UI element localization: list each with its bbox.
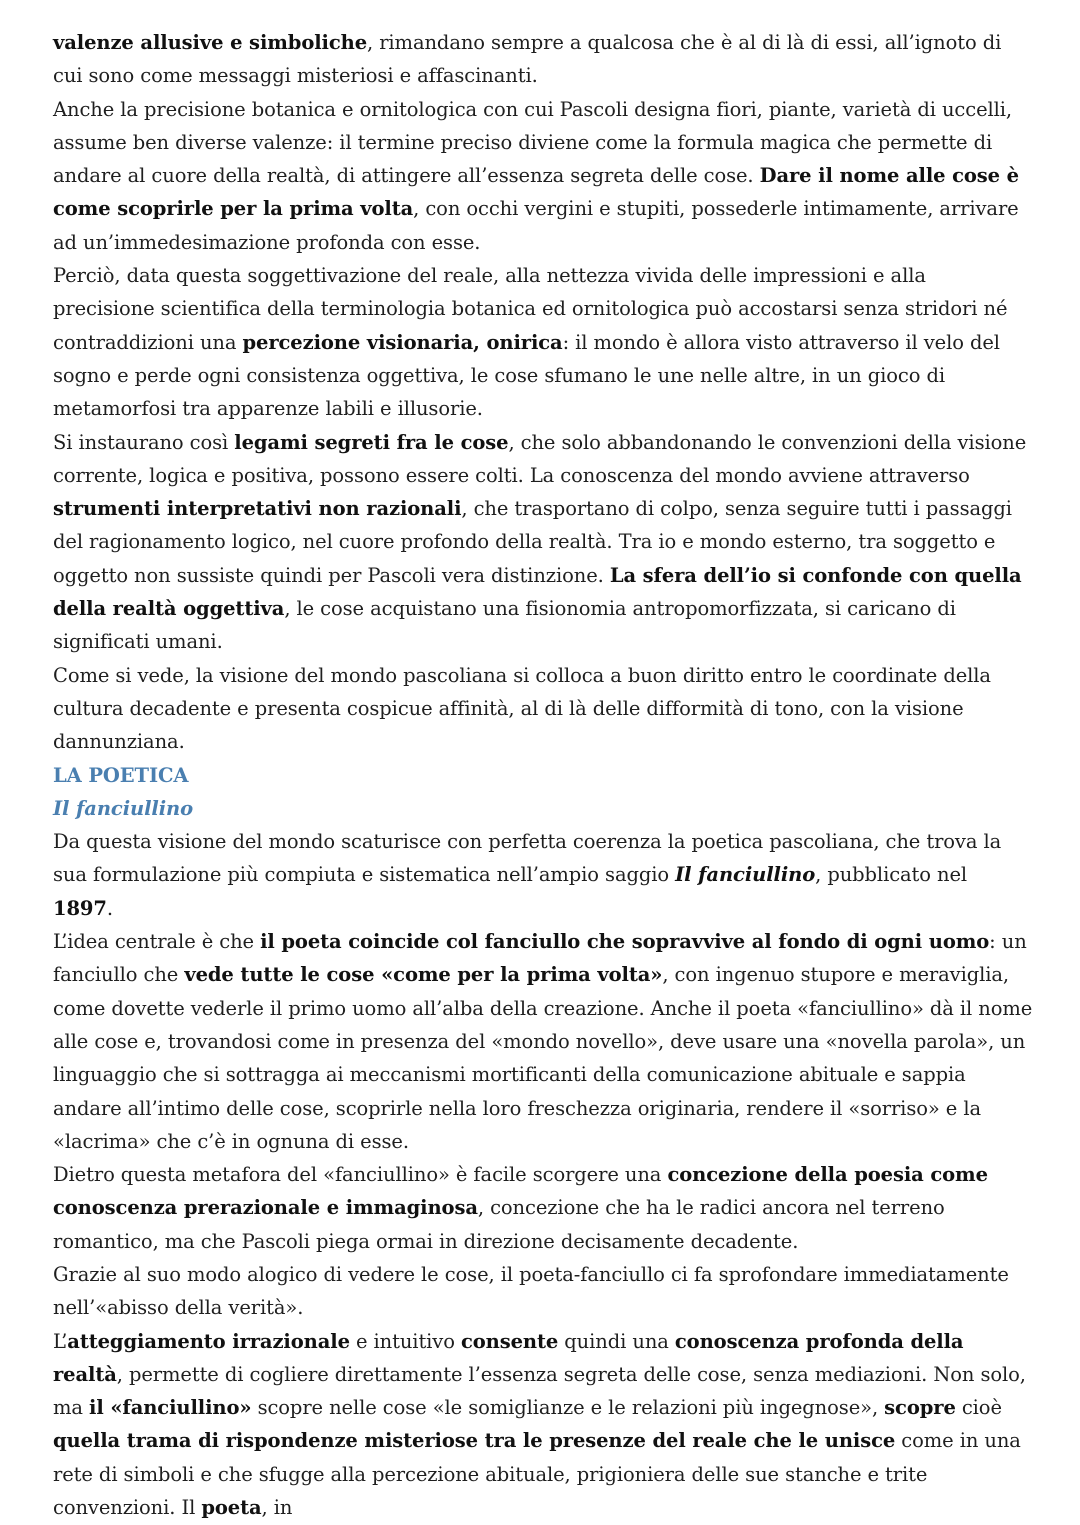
text-run: , concezione che ha le radici ancora nel terreno romantico, ma che Pascoli piega ormai in direzione decisamente decadente. [53,1196,945,1253]
body-paragraph [53,1325,1033,1525]
bold-emphasis: strumenti interpretativi non razionali [53,497,462,521]
bold-emphasis: atteggiamento irrazionale [67,1329,350,1353]
bold-emphasis: conoscenza profonda della realtà [53,1329,964,1386]
body-paragraph [53,1258,1033,1325]
text-run: Come si vede, la visione del mondo pascoliana si colloca a buon diritto entro le coordinate della cultura decadente e presenta cospicue affinità, al di là delle difformità di tono, con la visione dannunziana. [53,663,991,754]
text-run: , che trasportano di colpo, senza seguire tutti i passaggi del ragionamento logico, nel cuore profondo della realtà. Tra io e mondo esterno, tra soggetto e oggetto non sussiste quindi per Pascoli vera distinzione. [53,497,1012,587]
text-run: scopre nelle cose «le somiglianze e le relazioni più ingegnose», [251,1396,885,1420]
bold-emphasis: il poeta coincide col fanciullo che sopravvive al fondo di ogni uomo [260,930,990,954]
text-run: Dietro questa metafora del «fanciullino» è facile scorgere una [53,1163,668,1187]
text-run: Si instaurano così [53,430,235,454]
text-run: quindi una [558,1329,675,1353]
text-run: , che solo abbandonando le convenzioni della visione corrente, logica e positiva, possono essere colti. La conoscenza del mondo avviene attraverso [53,430,1027,487]
text-run: : un fanciullo che [53,930,1027,987]
text-run: , le cose acquistano una fisionomia antropomorfizzata, si caricano di significati umani. [53,597,956,654]
text-run: Perciò, data questa soggettivazione del reale, alla nettezza vivida delle impressioni e alla precisione scientifica della terminologia botanica ed ornitologica può accostarsi senza stridori né contraddizioni una [53,264,1008,354]
document-page [53,26,1033,1524]
body-paragraph [53,426,1033,659]
bold-emphasis: poeta [201,1496,262,1520]
text-run: . [106,896,113,920]
bold-emphasis: legami segreti fra le cose [234,430,509,454]
bold-emphasis: percezione visionaria, onirica [242,330,563,354]
text-run: come in una rete di simboli e che sfugge alla percezione abituale, prigioniera delle sue stanche e trite convenzioni. Il [53,1429,1021,1520]
bold-italic-title: Il fanciullino [675,863,816,887]
text-run: Anche la precisione botanica e ornitologica con cui Pascoli designa fiori, piante, varietà di uccelli, assume ben diverse valenze: il termine preciso diviene come la formula magica che permette di andare al cuore della realtà, di attingere all’essenza segreta delle cose. [53,97,1013,188]
section-subheading: Il fanciullino [53,796,193,820]
text-run: Grazie al suo modo alogico di vedere le cose, il poeta-fanciullo ci fa sprofondare immediatamente nell’«abisso della verità». [53,1262,1009,1320]
text-run: cioè [955,1396,1002,1420]
bold-emphasis: vede tutte le cose «come per la prima volta» [184,963,663,987]
text-run: L’ [53,1329,68,1353]
body-paragraph [53,825,1033,925]
bold-emphasis: La sfera dell’io si confonde con quella della realtà oggettiva [53,563,1022,621]
bold-emphasis: Dare il nome alle cose è come scoprirle per la prima volta [53,164,1019,221]
bold-emphasis: il «fanciullino» [89,1396,252,1420]
bold-emphasis: 1897 [53,896,107,920]
text-run: , con ingenuo stupore e meraviglia, come dovette vederle il primo uomo all’alba della creazione. Anche il poeta «fanciullino» dà il nome alle cose e, trovandosi come in presenza del «mondo novello», deve usare una «novella parola», un linguaggio che si sottragga ai meccanismi mortificanti della comunicazione abituale e sappia andare all’intimo delle cose, scoprirle nella loro freschezza originaria, rendere il «sorriso» e la «lacrima» che c’è in ognuna di esse. [53,963,1033,1153]
text-run: , in [261,1496,293,1520]
text-run: : il mondo è allora visto attraverso il velo del sogno e perde ogni consistenza oggettiva, le cose sfumano le une nelle altre, in un gioco di metamorfosi tra apparenze labili e illusorie. [53,330,1000,421]
body-paragraph [53,93,1033,259]
body-paragraph [53,26,1033,93]
bold-emphasis: valenze allusive e simboliche [53,31,367,54]
text-run: Da questa visione del mondo scaturisce con perfetta coerenza la poetica pascoliana, che trova la sua formulazione più compiuta e sistematica nell’ampio saggio [53,830,1002,887]
body-paragraph [53,659,1033,759]
body-paragraph [53,259,1033,425]
body-paragraph [53,925,1033,1158]
body-paragraph [53,1158,1033,1258]
bold-emphasis: quella trama di rispondenze misteriose tra le presenze del reale che le unisce [53,1429,896,1453]
bold-emphasis: consente [460,1329,559,1353]
text-run: , permette di cogliere direttamente l’essenza segreta delle cose, senza mediazioni. Non solo, ma [53,1362,1026,1420]
text-run: , pubblicato nel [815,863,968,887]
text-run: , con occhi vergini e stupiti, possederle intimamente, arrivare ad un’immedesimazione profonda con esse. [53,197,1019,254]
text-run: L’idea centrale è che [53,930,261,954]
section-heading: LA POETICA [53,763,189,787]
bold-emphasis: scopre [884,1396,956,1420]
text-run: , rimandano sempre a qualcosa che è al di là di essi, all’ignoto di cui sono come messaggi misteriosi e affascinanti. [53,31,1002,88]
bold-emphasis: concezione della poesia come conoscenza prerazionale e immaginosa [53,1163,988,1220]
text-run: e intuitivo [349,1329,461,1353]
